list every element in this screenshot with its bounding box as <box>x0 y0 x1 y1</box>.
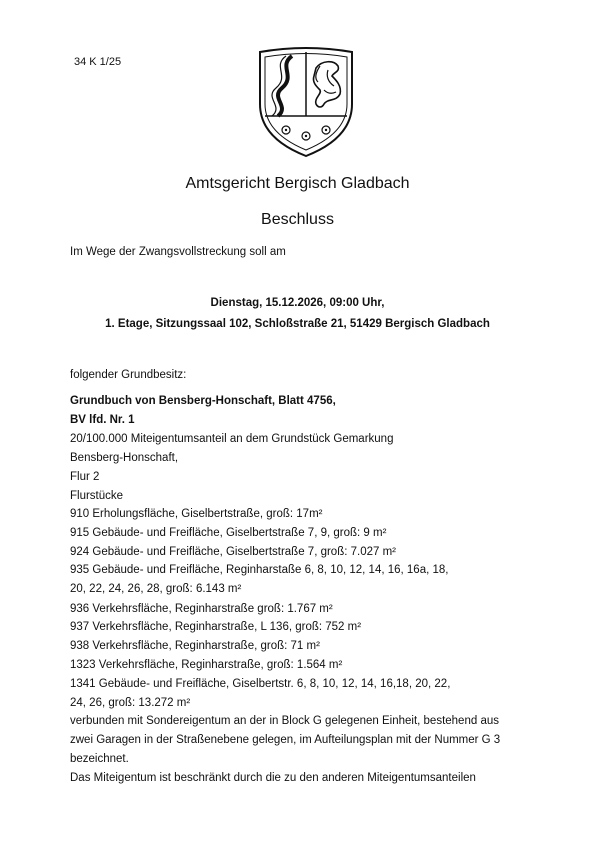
body-line: 935 Gebäude- und Freifläche, Reginharstaße 6, 8, 10, 12, 14, 16, 16a, 18, <box>70 564 449 576</box>
case-number: 34 K 1/25 <box>74 56 122 68</box>
court-name: Amtsgericht Bergisch Gladbach <box>185 175 410 192</box>
bv-number: BV lfd. Nr. 1 <box>70 414 135 426</box>
body-line: Das Miteigentum ist beschränkt durch die zu den anderen Miteigentumsanteilen <box>70 772 476 784</box>
body-line: 20, 22, 24, 26, 28, groß: 6.143 m² <box>70 583 242 595</box>
body-line: 936 Verkehrsfläche, Reginharstraße groß: 1.767 m² <box>70 603 333 615</box>
body-line: 1341 Gebäude- und Freifläche, Giselbertstr. 6, 8, 10, 12, 14, 16,18, 20, 22, <box>70 678 451 690</box>
body-line: Flurstücke <box>70 490 124 502</box>
nrw-coat-of-arms-icon <box>256 46 356 158</box>
appointment-date: Dienstag, 15.12.2026, 09:00 Uhr, <box>210 297 385 309</box>
body-line: bezeichnet. <box>70 753 129 765</box>
body-line: Bensberg-Honschaft, <box>70 452 179 464</box>
document-title: Beschluss <box>261 211 334 228</box>
body-line: 915 Gebäude- und Freifläche, Giselbertstraße 7, 9, groß: 9 m² <box>70 527 387 539</box>
body-line: 937 Verkehrsfläche, Reginharstraße, L 136, groß: 752 m² <box>70 621 362 633</box>
body-line: verbunden mit Sondereigentum an der in Block G gelegenen Einheit, bestehend aus <box>70 715 499 727</box>
body-line: Flur 2 <box>70 471 100 483</box>
body-line: 910 Erholungsfläche, Giselbertstraße, groß: 17m² <box>70 508 323 520</box>
body-line: 24, 26, groß: 13.272 m² <box>70 697 191 709</box>
body-line: 924 Gebäude- und Freifläche, Giselbertstraße 7, groß: 7.027 m² <box>70 546 396 558</box>
body-line: 938 Verkehrsfläche, Reginharstraße, groß: 71 m² <box>70 640 320 652</box>
body-line: zwei Garagen in der Straßenebene gelegen, im Aufteilungsplan mit der Nummer G 3 <box>70 734 501 746</box>
intro-text: Im Wege der Zwangsvollstreckung soll am <box>70 246 286 258</box>
land-register: Grundbuch von Bensberg-Honschaft, Blatt 4756, <box>70 395 336 407</box>
body-line: 1323 Verkehrsfläche, Reginharstraße, groß: 1.564 m² <box>70 659 343 671</box>
body-line: 20/100.000 Miteigentumsanteil an dem Grundstück Gemarkung <box>70 433 394 445</box>
property-intro: folgender Grundbesitz: <box>70 369 187 381</box>
appointment-location: 1. Etage, Sitzungssaal 102, Schloßstraße 21, 51429 Bergisch Gladbach <box>105 318 490 330</box>
